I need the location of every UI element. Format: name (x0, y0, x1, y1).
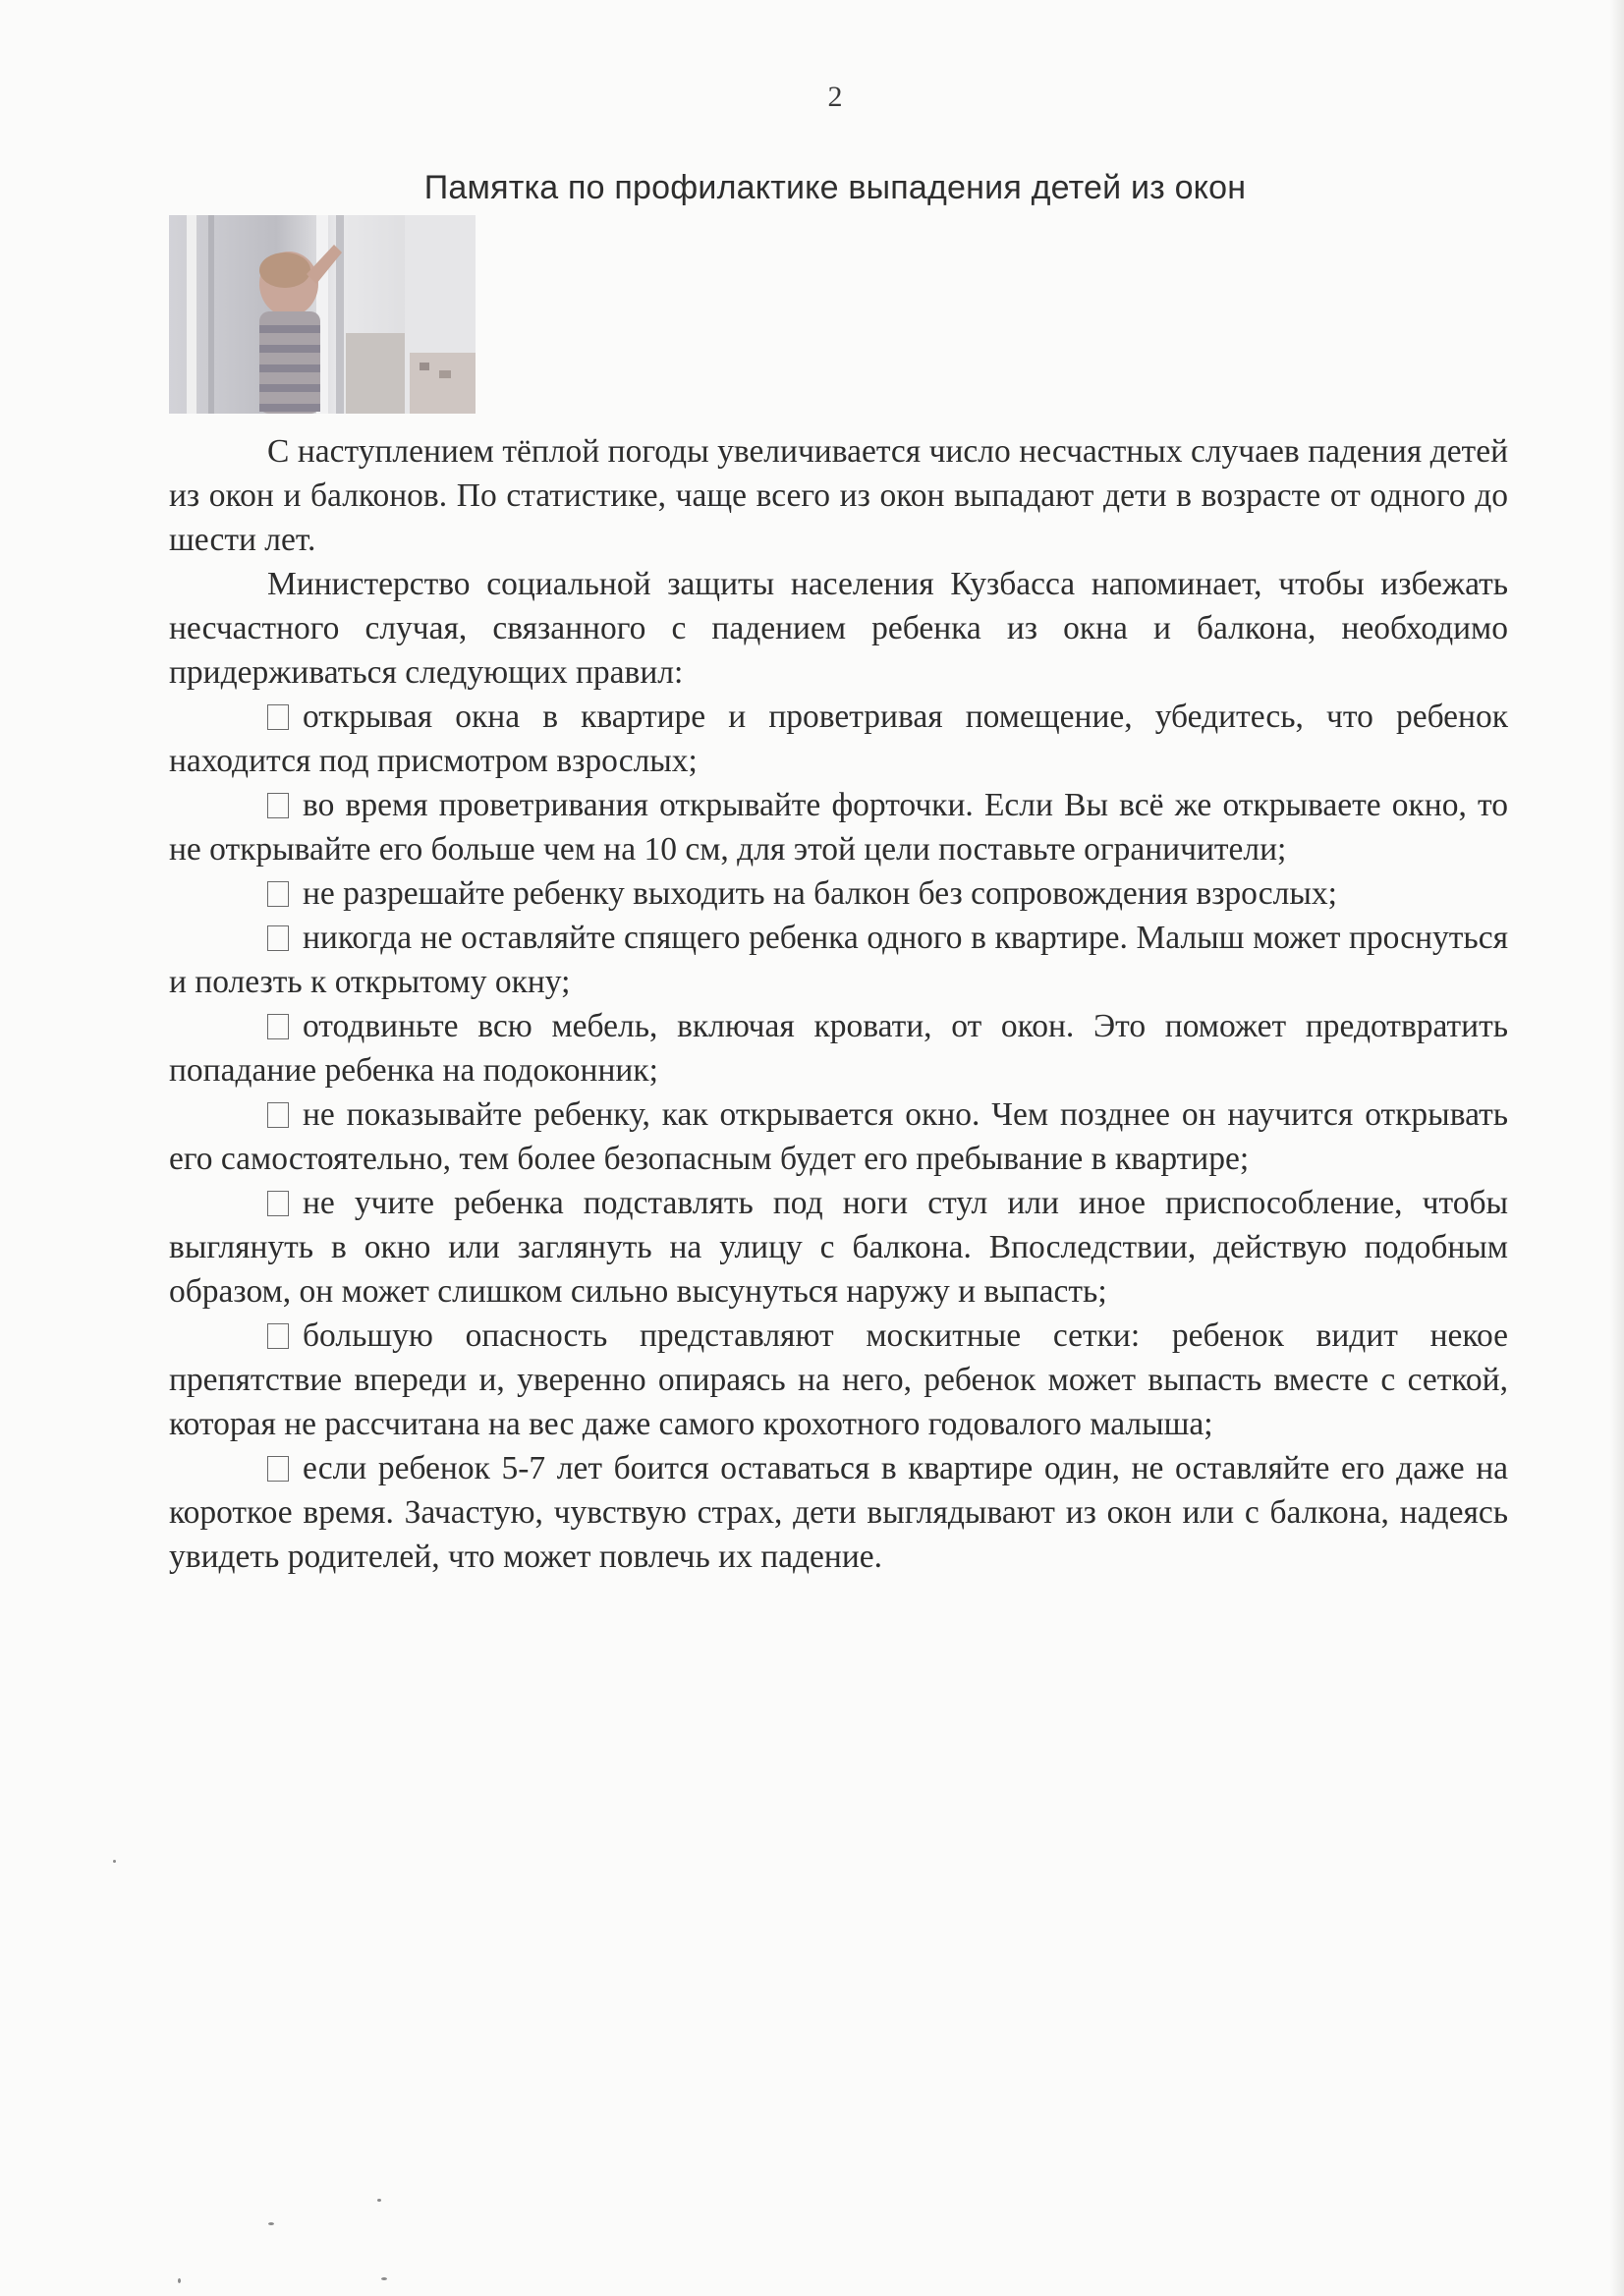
rule-item (169, 783, 1508, 871)
rule-item (169, 1181, 1508, 1314)
intro-paragraph: С наступлением тёплой погоды увеличивается число несчастных случаев падения детей из окон и балконов. По статистике, чаще всего из окон выпадают дети в возрасте от одного до шести лет. (169, 433, 1508, 558)
checkbox-square-icon (267, 881, 289, 907)
rule-item (169, 1092, 1508, 1181)
scan-speck (381, 2277, 387, 2280)
checkbox-square-icon (267, 925, 289, 951)
document-body (169, 429, 1508, 1579)
checkbox-square-icon (267, 1323, 289, 1349)
rule-text: не учите ребенка подставлять под ноги стул или иное приспособление, чтобы выглянуть в окно или заглянуть на улицу с балкона. Впоследствии, действую подобным образом, он может слишком сильно высунуться наружу и выпасть; (169, 1185, 1508, 1310)
rule-item (169, 916, 1508, 1004)
document-title: Памятка по профилактике выпадения детей из окон (423, 169, 1247, 206)
checkbox-square-icon (267, 1456, 289, 1482)
scan-speck (268, 2222, 274, 2225)
rule-text: если ребенок 5-7 лет боится оставаться в квартире один, не оставляйте его даже на короткое время. Зачастую, чувствую страх, дети выглядывают из окон или с балкона, надеясь увидеть родителей, что может повлечь их падение. (169, 1450, 1508, 1575)
checkbox-square-icon (267, 704, 289, 730)
child-at-window-illustration (169, 215, 476, 414)
checkbox-square-icon (267, 1102, 289, 1128)
rule-text: не разрешайте ребенку выходить на балкон без сопровождения взрослых; (303, 875, 1337, 912)
rule-item (169, 695, 1508, 783)
scan-speck (113, 1860, 116, 1863)
scan-speck (377, 2199, 381, 2202)
rule-text: отодвиньте всю мебель, включая кровати, от окон. Это поможет предотвратить попадание ребенка на подоконник; (169, 1008, 1508, 1089)
rule-item (169, 1004, 1508, 1092)
checkbox-square-icon (267, 1014, 289, 1039)
rule-text: никогда не оставляйте спящего ребенка одного в квартире. Малыш может проснуться и полезть к открытому окну; (169, 920, 1508, 1000)
rule-text: большую опасность представляют москитные сетки: ребенок видит некое препятствие впереди и, уверенно опираясь на него, ребенок может выпасть вместе с сеткой, которая не рассчитана на вес даже самого крохотного годовалого малыша; (169, 1317, 1508, 1442)
checkbox-square-icon (267, 793, 289, 818)
ministry-paragraph: Министерство социальной защиты населения Кузбасса напоминает, чтобы избежать несчастного случая, связанного с падением ребенка из окна и балкона, необходимо придерживаться следующих правил: (169, 566, 1508, 691)
rule-item (169, 871, 1508, 916)
page-number: 2 (827, 81, 843, 113)
rule-text: открывая окна в квартире и проветривая помещение, убедитесь, что ребенок находится под присмотром взрослых; (169, 699, 1508, 779)
child-at-window-photo (169, 215, 476, 414)
scan-speck (178, 2278, 181, 2283)
rule-item (169, 1446, 1508, 1579)
rule-text: во время проветривания открывайте форточки. Если Вы всё же открываете окно, то не открывайте его больше чем на 10 см, для этой цели поставьте ограничители; (169, 787, 1508, 868)
checkbox-square-icon (267, 1191, 289, 1216)
rule-text: не показывайте ребенку, как открывается окно. Чем позднее он научится открывать его самостоятельно, тем более безопасным будет его пребывание в квартире; (169, 1096, 1508, 1177)
rule-item (169, 1314, 1508, 1446)
scan-edge-shadow (1610, 0, 1624, 2296)
